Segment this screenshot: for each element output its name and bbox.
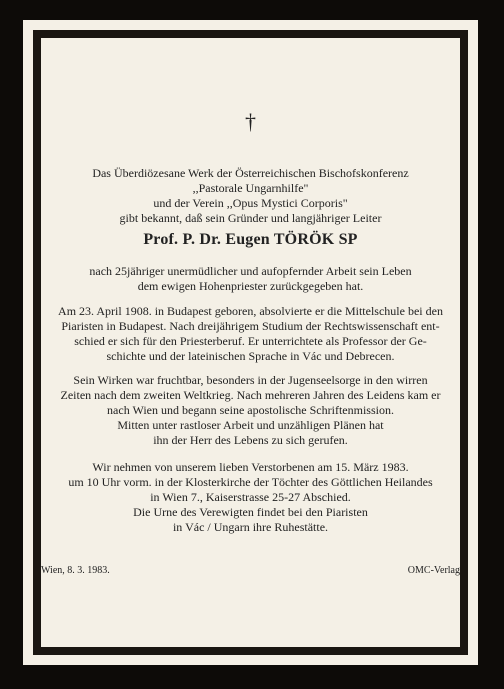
biography-paragraph — [41, 304, 460, 364]
work-line: Sein Wirken war fruchtbar, besonders in der Jugenseelsorge in den wirren — [73, 373, 428, 387]
funeral-line: in Wien 7., Kaiserstrasse 25-27 Abschied. — [150, 490, 351, 504]
publisher: OMC-Verlag — [407, 565, 460, 576]
work-paragraph — [41, 373, 460, 448]
work-line: ihn der Herr des Lebens zu sich gerufen. — [153, 433, 348, 447]
intro-line: gibt bekannt, daß sein Gründer und langjähriger Leiter — [119, 211, 382, 225]
funeral-line: Die Urne des Verewigten findet bei den Piaristen — [133, 505, 368, 519]
cross-icon: † — [245, 109, 256, 134]
intro-paragraph — [41, 166, 460, 226]
biography-line: schied er sich für den Priesterberuf. Er unterrichtete als Professor der Ge- — [74, 334, 427, 348]
intro-line: ,,Pastorale Ungarnhilfe" — [192, 181, 309, 195]
funeral-paragraph — [41, 460, 460, 535]
passing-line: nach 25jähriger unermüdlicher und aufopfernder Arbeit sein Leben — [89, 264, 412, 278]
intro-line: und der Verein ,,Opus Mystici Corporis" — [153, 196, 348, 210]
passing-paragraph — [41, 264, 460, 294]
work-line: Zeiten nach dem zweiten Weltkrieg. Nach mehreren Jahren des Leidens kam er — [60, 388, 441, 402]
passing-line: dem ewigen Hohenpriester zurückgegeben hat. — [137, 279, 364, 293]
obituary-card — [23, 20, 478, 665]
funeral-line: um 10 Uhr vorm. in der Klosterkirche der Töchter des Göttlichen Heilandes — [68, 475, 433, 489]
funeral-line: in Vác / Ungarn ihre Ruhestätte. — [172, 520, 329, 534]
funeral-line: Wir nehmen von unserem lieben Verstorbenen am 15. März 1983. — [92, 460, 409, 474]
deceased-name: Prof. P. Dr. Eugen TÖRÖK SP — [143, 231, 358, 248]
card-content — [41, 38, 460, 647]
biography-line: Piaristen in Budapest. Nach dreijährigem Studium der Rechtswissenschaft ent- — [61, 319, 440, 333]
biography-line: schichte und der lateinischen Sprache in Vác und Debrecen. — [106, 349, 395, 363]
work-line: Mitten unter rastloser Arbeit und unzähligen Plänen hat — [117, 418, 384, 432]
work-line: nach Wien und begann seine apostolische Schriftenmission. — [107, 403, 394, 417]
biography-line: Am 23. April 1908. in Budapest geboren, absolvierte er die Mittelschule bei den — [58, 304, 443, 318]
intro-line: Das Überdiözesane Werk der Österreichischen Bischofskonferenz — [92, 166, 409, 180]
place-date: Wien, 8. 3. 1983. — [41, 565, 110, 576]
